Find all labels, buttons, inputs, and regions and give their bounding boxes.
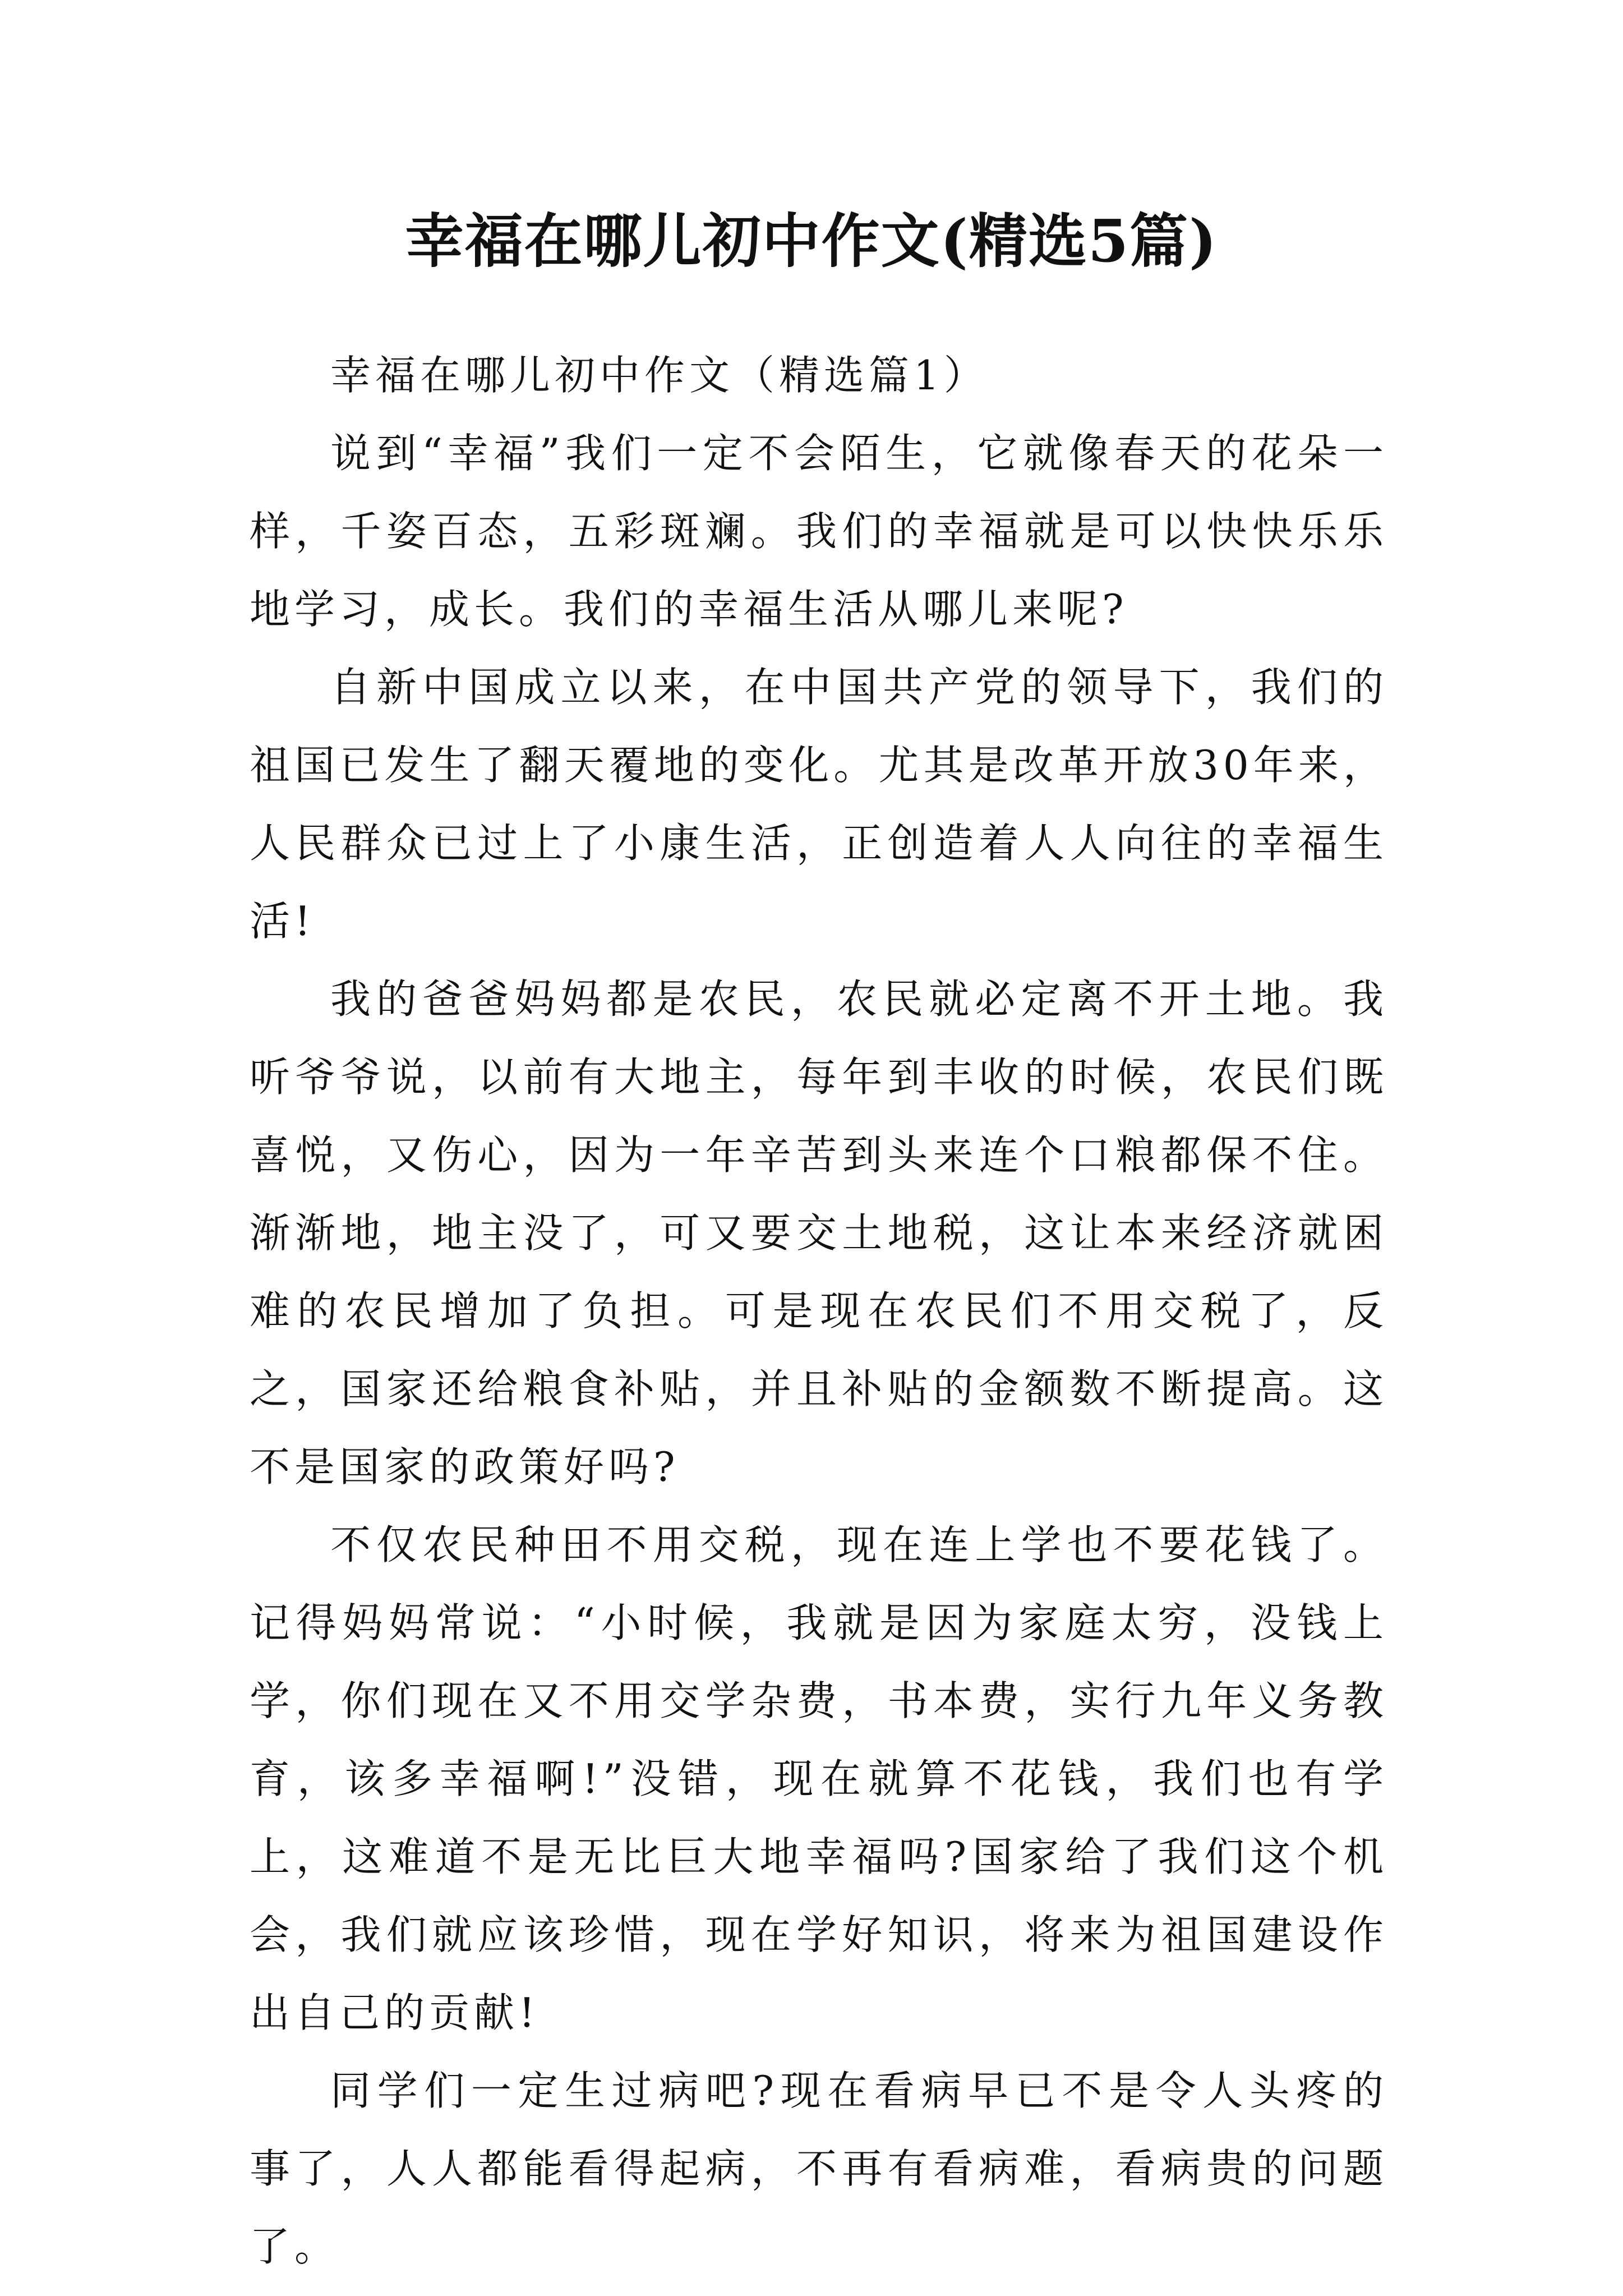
paragraph: 同学们一定生过病吧?现在看病早已不是令人头疼的事了，人人都能看得起病，不再有看病难，看病贵的问题了。 <box>250 2067 1388 2270</box>
paragraph: 不仅农民种田不用交税，现在连上学也不要花钱了。记得妈妈常说：“小时候，我就是因为家庭太穷，没钱上学，你们现在又不用交学杂费，书本费，实行九年义务教育，该多幸福啊!”没错，现在就算不花钱，我们也有学上，这难道不是无比巨大地幸福吗?国家给了我们这个机会，我们就应该珍惜，现在学好知识，将来为祖国建设作出自己的贡献! <box>250 1521 1388 2036</box>
paragraph: 自新中国成立以来，在中国共产党的领导下，我们的祖国已发生了翻天覆地的变化。尤其是改革开放30年来，人民群众已过上了小康生活，正创造着人人向往的幸福生活! <box>250 664 1388 945</box>
document-title: 幸福在哪儿初中作文(精选5篇) <box>405 206 1218 275</box>
document-body <box>250 337 1388 2286</box>
paragraph: 我的爸爸妈妈都是农民，农民就必定离不开土地。我听爷爷说，以前有大地主，每年到丰收的时候，农民们既喜悦，又伤心，因为一年辛苦到头来连个口粮都保不住。渐渐地，地主没了，可又要交土地税，这让本来经济就困难的农民增加了负担。可是现在农民们不用交税了，反之，国家还给粮食补贴，并且补贴的金额数不断提高。这不是国家的政策好吗? <box>250 976 1388 1490</box>
section-heading: 幸福在哪儿初中作文（精选篇1） <box>330 352 989 399</box>
paragraph: 说到“幸福”我们一定不会陌生，它就像春天的花朵一样，千姿百态，五彩斑斓。我们的幸福就是可以快快乐乐地学习，成长。我们的幸福生活从哪儿来呢? <box>250 430 1388 633</box>
